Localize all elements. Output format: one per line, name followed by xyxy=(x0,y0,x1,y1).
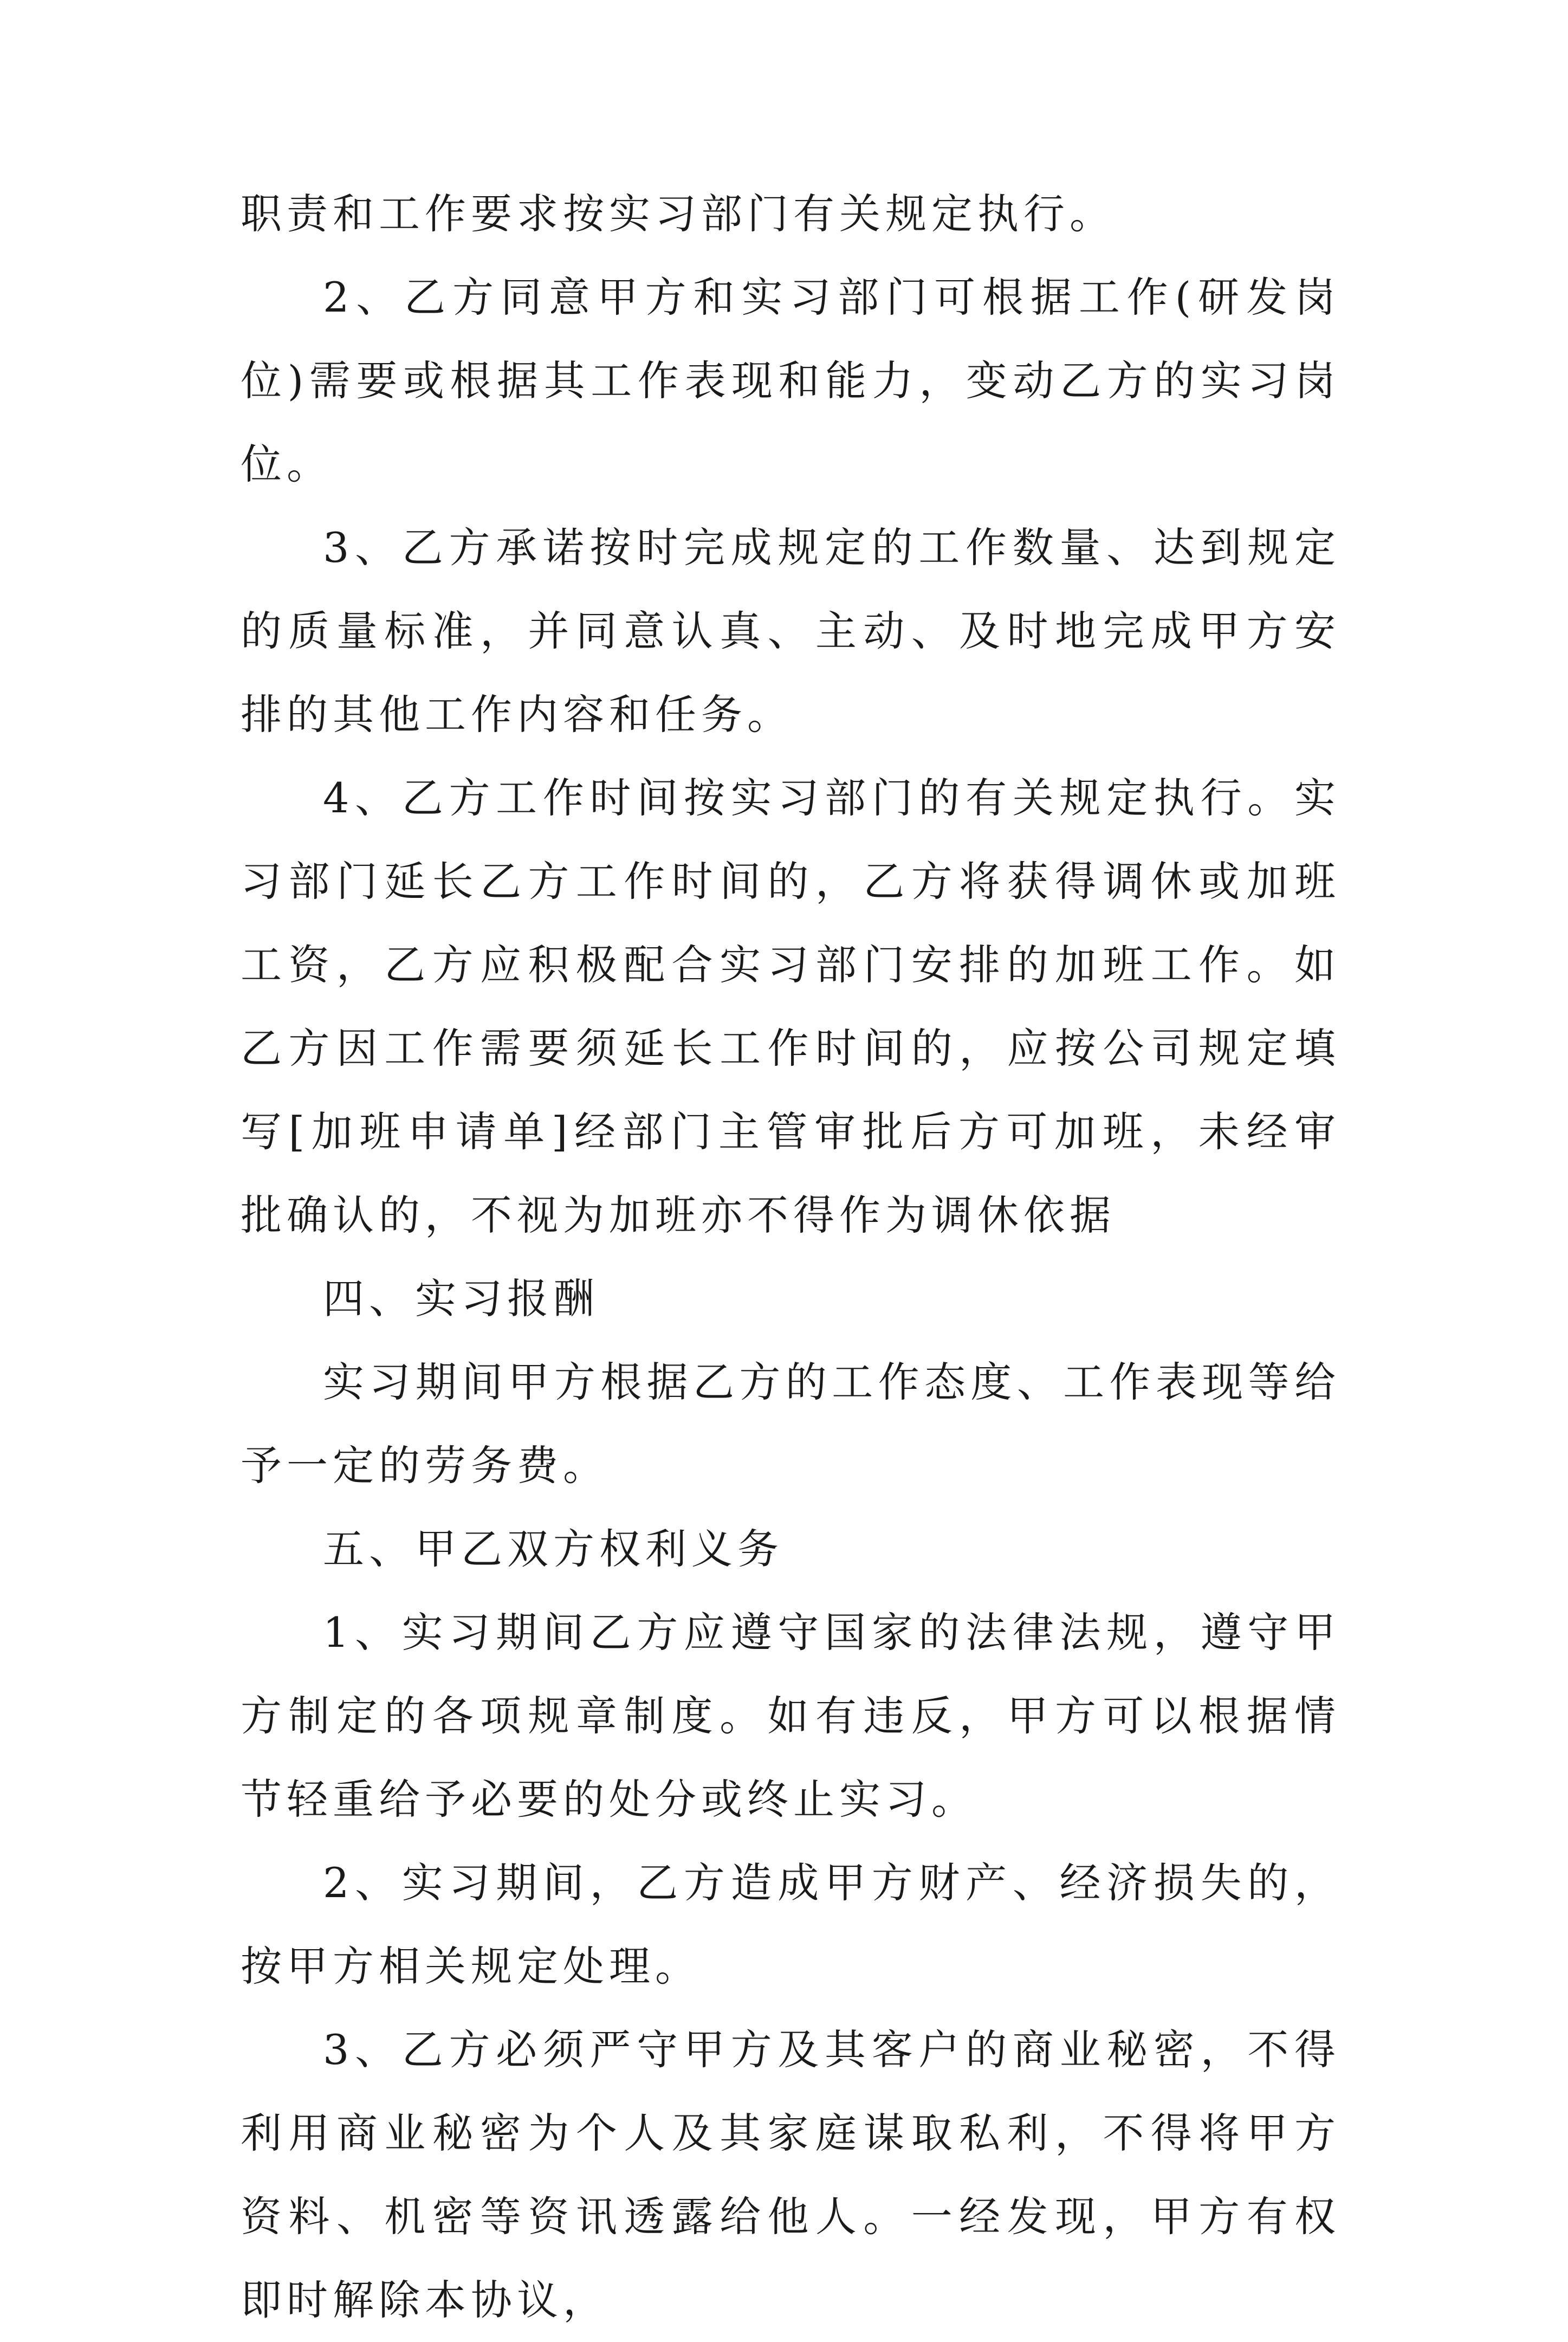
paragraph-obligation-2: 2、实习期间，乙方造成甲方财产、经济损失的，按甲方相关规定处理。 xyxy=(241,1859,1340,1990)
paragraph-obligation-1: 1、实习期间乙方应遵守国家的法律法规，遵守甲方制定的各项规章制度。如有违反，甲方可以根据情节轻重给予必要的处分或终止实习。 xyxy=(241,1608,1340,1823)
section-heading-compensation: 四、实习报酬 xyxy=(323,1274,599,1323)
paragraph-clause-3: 3、乙方承诺按时完成规定的工作数量、达到规定的质量标准，并同意认真、主动、及时地完成甲方安排的其他工作内容和任务。 xyxy=(241,523,1340,739)
paragraph-compensation: 实习期间甲方根据乙方的工作态度、工作表现等给予一定的劳务费。 xyxy=(241,1358,1340,1490)
paragraph-obligation-3: 3、乙方必须严守甲方及其客户的商业秘密，不得利用商业秘密为个人及其家庭谋取私利，不得将甲方资料、机密等资讯透露给他人。一经发现，甲方有权即时解除本协议， xyxy=(241,2026,1340,2324)
section-heading-rights-obligations: 五、甲乙双方权利义务 xyxy=(323,1525,783,1573)
paragraph-clause-2: 2、乙方同意甲方和实习部门可根据工作(研发岗位)需要或根据其工作表现和能力，变动乙方的实习岗位。 xyxy=(241,273,1340,488)
paragraph-continuation: 职责和工作要求按实习部门有关规定执行。 xyxy=(241,190,1116,238)
paragraph-clause-4: 4、乙方工作时间按实习部门的有关规定执行。实习部门延长乙方工作时间的，乙方将获得调休或加班工资，乙方应积极配合实习部门安排的加班工作。如乙方因工作需要须延长工作时间的，应按公司规定填写[加班申请单]经部门主管审批后方可加班，未经审批确认的，不视为加班亦不得作为调休依据 xyxy=(241,774,1340,1239)
document-body xyxy=(241,172,1340,2342)
